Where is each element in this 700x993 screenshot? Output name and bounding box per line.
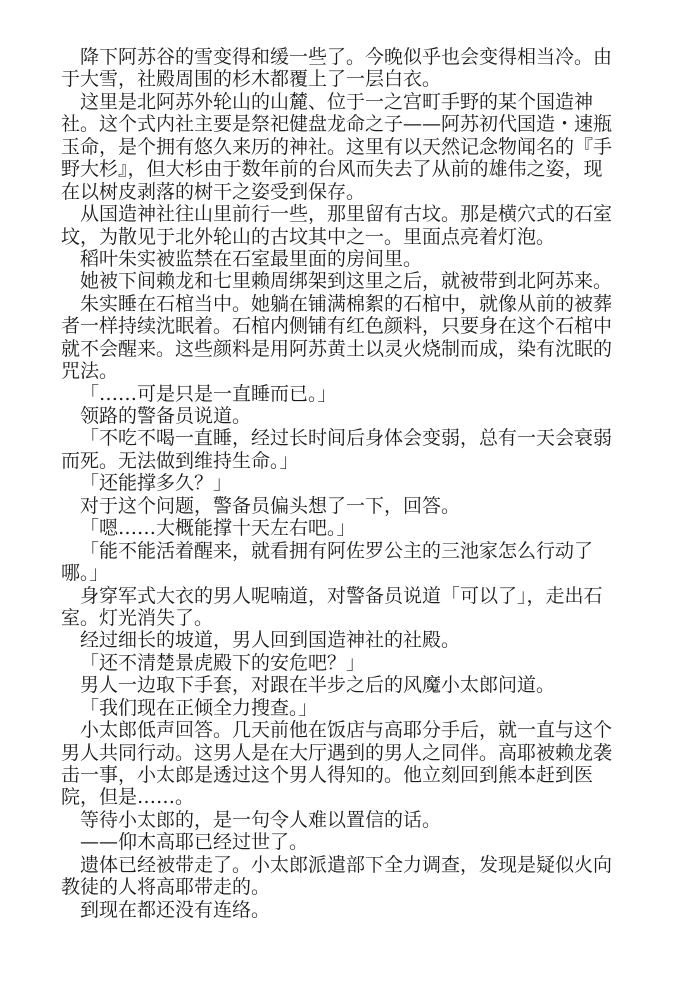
text-line: 稻叶朱实被监禁在石室最里面的房间里。 (80, 247, 423, 270)
text-line: 对于这个问题，警备员偏头想了一下，回答。 (80, 494, 461, 517)
text-line: 男人一边取下手套，对跟在半步之后的风魔小太郎问道。 (80, 674, 556, 697)
text-line: 教徒的人将高耶带走的。 (61, 876, 271, 899)
text-line: 野大杉』，但大杉由于数年前的台风而失去了从前的雄伟之姿，现 (61, 158, 603, 181)
text-line: 院，但是……。 (61, 786, 195, 809)
text-line: 到现在都还没有连络。 (80, 898, 271, 921)
text-line: 经过细长的坡道，男人回到国造神社的社殿。 (80, 629, 461, 652)
text-line: 「还不清楚景虎殿下的安危吧？」 (80, 651, 366, 674)
text-line: 「还能撑多久？」 (80, 472, 233, 495)
text-line: 咒法。 (61, 360, 119, 383)
text-line: 社。这个式内社主要是祭祀健盘龙命之子——阿苏初代国造・速瓶 (61, 113, 613, 136)
text-line: 者一样持续沈眠着。石棺内侧铺有红色颜料，只要身在这个石棺中 (61, 315, 613, 338)
text-line: 小太郎低声回答。几天前他在饭店与高耶分手后，就一直与这个 (80, 719, 613, 742)
text-line: 「嗯……大概能撑十天左右吧。」 (80, 517, 356, 540)
text-line: 男人共同行动。这男人是在大厅遇到的男人之同伴。高耶被赖龙袭 (61, 741, 613, 764)
text-line: 室。灯光消失了。 (61, 606, 214, 629)
text-line: 从国造神社往山里前行一些，那里留有古坟。那是横穴式的石室 (80, 203, 613, 226)
text-line: 「……可是只是一直睡而已。」 (80, 382, 337, 405)
text-line: 身穿军式大衣的男人呢喃道，对警备员说道「可以了」，走出石 (80, 584, 603, 607)
text-line: 「不吃不喝一直睡，经过长时间后身体会变弱，总有一天会衰弱 (80, 427, 613, 450)
text-line: 击一事，小太郎是透过这个男人得知的。他立刻回到熊本赶到医 (61, 764, 594, 786)
text-line: 在以树皮剥落的树干之姿受到保存。 (61, 180, 366, 203)
text-line: 于大雪，社殿周围的杉木都覆上了一层白衣。 (61, 68, 442, 91)
text-line: 「能不能活着醒来，就看拥有阿佐罗公主的三池家怎么行动了 (80, 539, 594, 562)
text-line: 就不会醒来。这些颜料是用阿苏黄土以灵火烧制而成，染有沈眠的 (61, 337, 613, 360)
text-line: 朱实睡在石棺当中。她躺在铺满棉絮的石棺中，就像从前的被葬 (80, 292, 613, 315)
text-line: 哪。」 (61, 562, 109, 585)
text-line: 遗体已经被带走了。小太郎派遣部下全力调查，发现是疑似火向 (80, 853, 613, 876)
text-line: 而死。无法做到维持生命。」 (61, 449, 299, 472)
text-line: 坟，为散见于北外轮山的古坟其中之一。里面点亮着灯泡。 (61, 225, 556, 248)
text-line: 等待小太郎的，是一句令人难以置信的话。 (80, 808, 442, 831)
text-line: 领路的警备员说道。 (80, 405, 252, 427)
text-line: 「我们现在正倾全力搜查。」 (80, 696, 318, 719)
text-line: 降下阿苏谷的雪变得和缓一些了。今晚似乎也会变得相当冷。由 (80, 46, 613, 68)
text-line: 玉命，是个拥有悠久来历的神社。这里有以天然记念物闻名的『手 (61, 135, 613, 158)
text-line: ——仰木高耶已经过世了。 (80, 831, 309, 854)
document-body (61, 46, 641, 921)
text-line: 这里是北阿苏外轮山的山麓、位于一之宫町手野的某个国造神 (80, 90, 594, 113)
text-line: 她被下间赖龙和七里赖周绑架到这里之后，就被带到北阿苏来。 (80, 270, 613, 293)
